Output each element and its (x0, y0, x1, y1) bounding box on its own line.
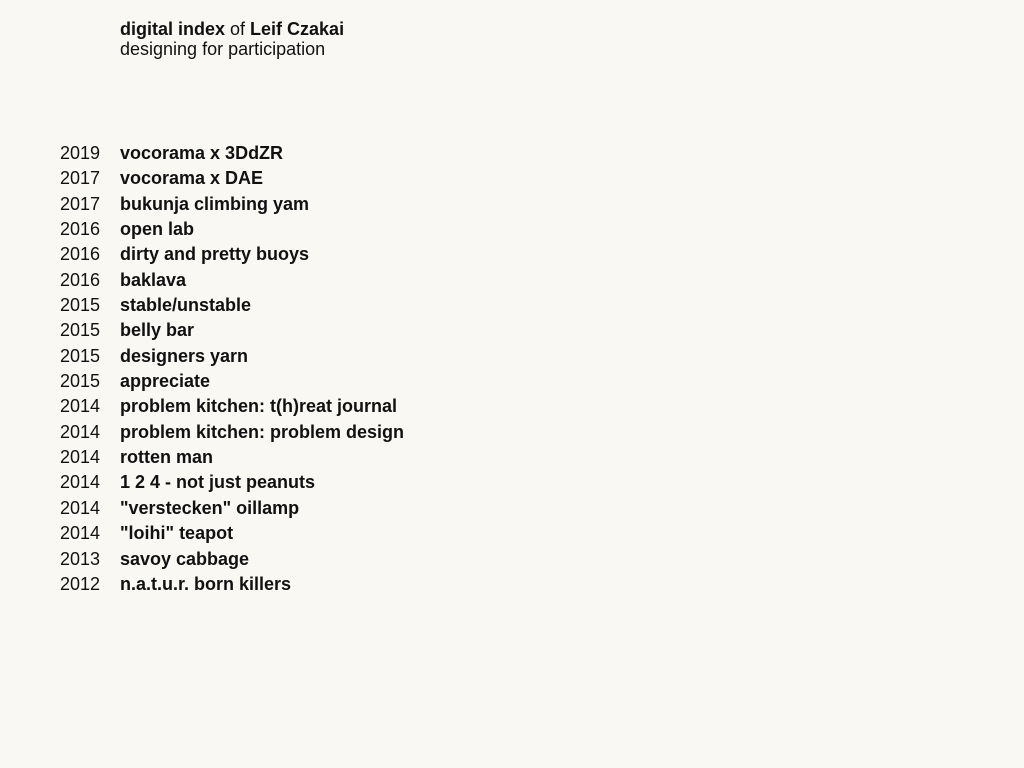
project-year: 2016 (60, 269, 101, 290)
project-link[interactable]: stable/unstable (120, 295, 252, 316)
project-link[interactable]: belly bar (120, 320, 195, 341)
project-year: 2015 (60, 320, 101, 341)
project-link[interactable]: bukunja climbing yam (120, 193, 310, 214)
project-year: 2015 (60, 295, 101, 316)
project-row (60, 394, 404, 419)
site-title-of: of (225, 19, 251, 39)
project-year: 2014 (60, 497, 101, 518)
project-link[interactable]: n.a.t.u.r. born killers (120, 573, 292, 594)
site-header (120, 19, 344, 59)
project-year: 2016 (60, 219, 101, 240)
project-link[interactable]: vocorama x 3DdZR (120, 143, 284, 163)
project-year: 2014 (60, 396, 101, 417)
project-row (60, 572, 404, 597)
project-row (60, 547, 404, 572)
project-year: 2016 (60, 244, 101, 265)
site-title-name: Leif Czakai (250, 19, 345, 39)
site-tagline: designing for participation (120, 39, 326, 59)
project-year: 2015 (60, 345, 101, 366)
project-row (60, 445, 404, 470)
project-link[interactable]: designers yarn (120, 345, 249, 366)
project-link[interactable]: "verstecken" oillamp (120, 497, 300, 518)
project-link[interactable]: appreciate (120, 371, 211, 392)
project-row (60, 217, 404, 242)
project-year: 2017 (60, 193, 101, 214)
project-link[interactable]: baklava (120, 269, 187, 290)
project-year: 2014 (60, 523, 101, 544)
project-year: 2014 (60, 421, 101, 442)
project-row (60, 470, 404, 495)
site-title[interactable] (120, 19, 344, 39)
project-year: 2014 (60, 472, 101, 493)
project-year: 2013 (60, 548, 101, 569)
project-row (60, 521, 404, 546)
project-list (60, 141, 404, 597)
project-row (60, 192, 404, 217)
project-row (60, 318, 404, 343)
project-link[interactable]: problem kitchen: t(h)reat journal (120, 396, 398, 417)
project-year: 2017 (60, 168, 101, 189)
project-row (60, 369, 404, 394)
project-link[interactable]: dirty and pretty buoys (120, 244, 310, 265)
project-row (60, 141, 404, 166)
project-row (60, 496, 404, 521)
project-row (60, 268, 404, 293)
project-link[interactable]: savoy cabbage (120, 548, 250, 569)
project-link[interactable]: open lab (120, 219, 195, 240)
project-row (60, 344, 404, 369)
project-link[interactable]: vocorama x DAE (120, 168, 264, 189)
project-link[interactable]: problem kitchen: problem design (120, 421, 405, 442)
project-year: 2014 (60, 447, 101, 468)
project-row (60, 293, 404, 318)
project-row (60, 242, 404, 267)
project-row (60, 166, 404, 191)
project-link[interactable]: rotten man (120, 447, 214, 468)
project-year: 2015 (60, 371, 101, 392)
project-row (60, 420, 404, 445)
project-year: 2012 (60, 573, 101, 594)
project-link[interactable]: "loihi" teapot (120, 523, 234, 544)
project-link[interactable]: 1 2 4 - not just peanuts (120, 472, 316, 493)
site-title-prefix: digital index (120, 19, 226, 39)
project-year: 2019 (60, 143, 101, 163)
